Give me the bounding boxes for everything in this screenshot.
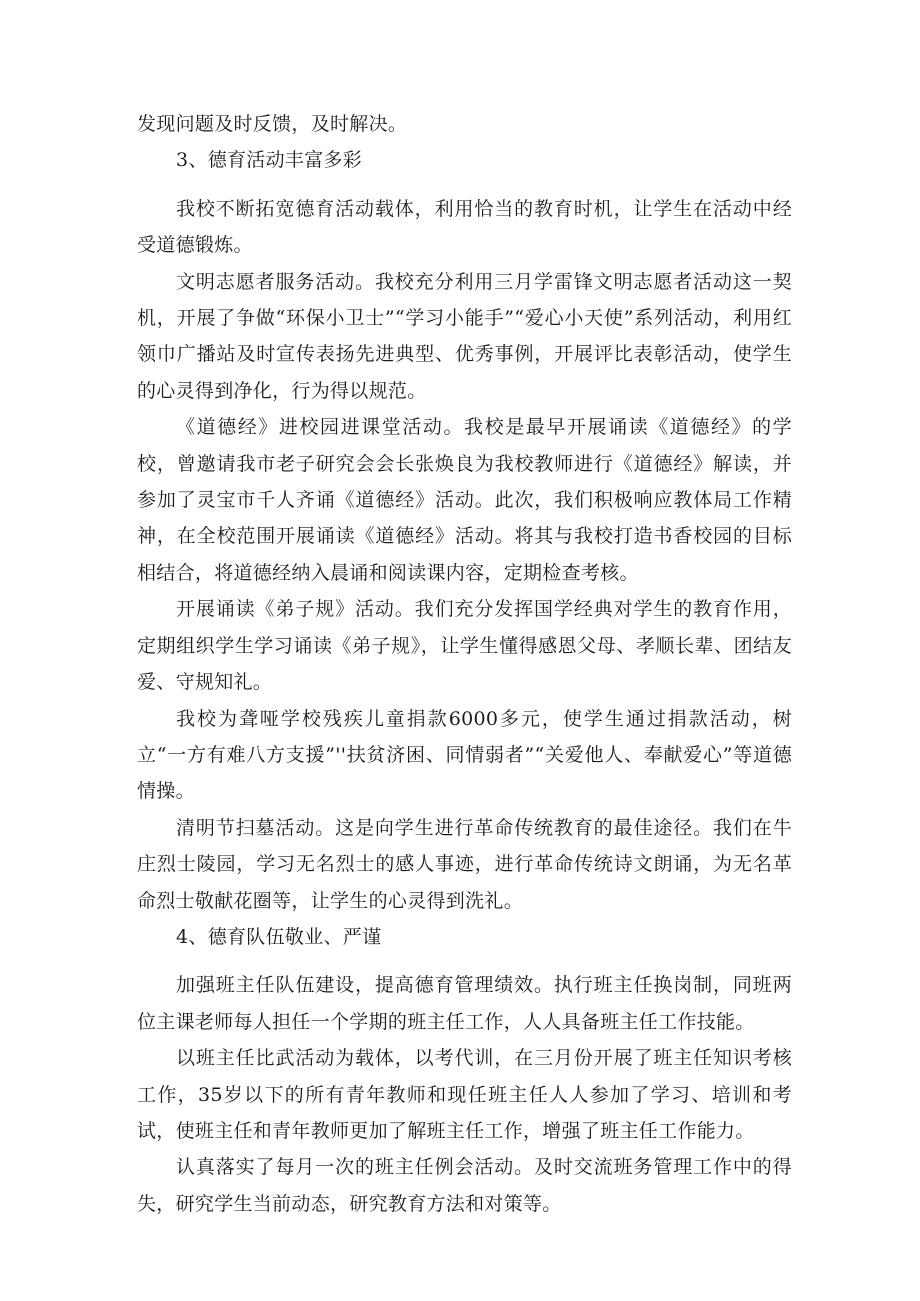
paragraph: 清明节扫墓活动。这是向学生进行革命传统教育的最佳途径。我们在牛庄烈士陵园，学习无名烈士的感人事迹，进行革命传统诗文朗诵，为无名革命烈士敬献花圈等，让学生的心灵得到洗礼。 xyxy=(137,816,792,912)
paragraph: 开展诵读《弟子规》活动。我们充分发挥国学经典对学生的教育作用，定期组织学生学习诵读《弟子规》，让学生懂得感恩父母、孝顺长辈、团结友爱、守规知礼。 xyxy=(137,598,792,694)
paragraph: 认真落实了每月一次的班主任例会活动。及时交流班务管理工作中的得失，研究学生当前动态，研究教育方法和对策等。 xyxy=(137,1156,792,1215)
section-heading-4: 4、德育队伍敬业、严谨 xyxy=(176,925,382,948)
paragraph: 以班主任比武活动为载体，以考代训，在三月份开展了班主任知识考核工作，35岁以下的所有青年教师和现任班主任人人参加了学习、培训和考试，使班主任和青年教师更加了解班主任工作，增强了班主任工作能力。 xyxy=(137,1047,792,1142)
paragraph: 加强班主任队伍建设，提高德育管理绩效。执行班主任换岗制，同班两位主课老师每人担任一个学期的班主任工作，人人具备班主任工作技能。 xyxy=(137,974,792,1033)
paragraph: 文明志愿者服务活动。我校充分利用三月学雷锋文明志愿者活动这一契机，开展了争做“环保小卫士”“学习小能手”“爱心小天使”系列活动，利用红领巾广播站及时宣传表扬先进典型、优秀事例，开展评比表彰活动，使学生的心灵得到净化，行为得以规范。 xyxy=(137,270,792,402)
paragraph: 我校为聋哑学校残疾儿童捐款6000多元，使学生通过捐款活动，树立“一方有难八方支援”''扶贫济困、同情弱者”“关爱他人、奉献爱心”等道德情操。 xyxy=(137,707,792,803)
section-heading-3: 3、德育活动丰富多彩 xyxy=(176,149,363,172)
paragraph: 《道德经》进校园进课堂活动。我校是最早开展诵读《道德经》的学校，曾邀请我市老子研究会会长张焕良为我校教师进行《道德经》解读，并参加了灵宝市千人齐诵《道德经》活动。此次，我们积极响应教体局工作精神，在全校范围开展诵读《道德经》活动。将其与我校打造书香校园的目标相结合，将道德经纳入晨诵和阅读课内容，定期检查考核。 xyxy=(137,416,792,584)
document-body xyxy=(137,106,792,1222)
paragraph: 我校不断拓宽德育活动载体，利用恰当的教育时机，让学生在活动中经受道德锻炼。 xyxy=(137,197,792,257)
paragraph-continuation: 发现问题及时反馈，及时解决。 xyxy=(137,113,408,135)
